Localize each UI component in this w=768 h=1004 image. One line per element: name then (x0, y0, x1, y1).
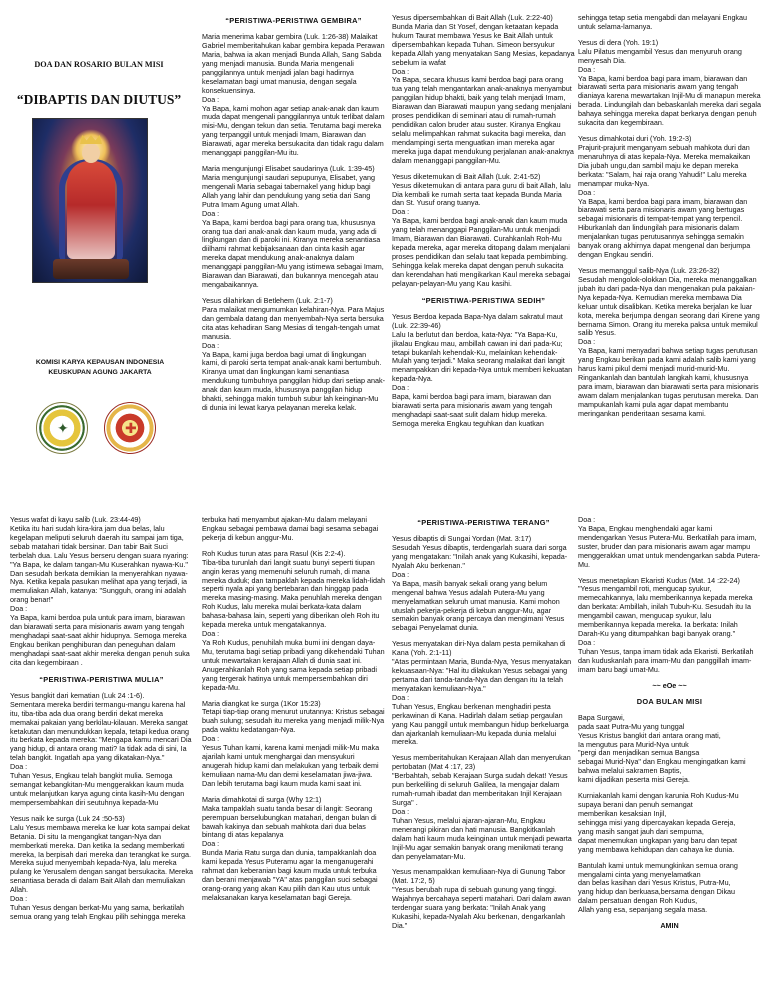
glorious-heading: “PERISTIWA-PERISTIWA MULIA” (39, 674, 164, 684)
paragraph: Maria menerima kabar gembira (Luk. 1:26-38) Malaikat Gabriel memberitahukan kabar gembira kepada Perawan Maria, bahwa ia akan menjadi Bunda Allah, Sang Sabda yang menjadi manusia. Bunda Maria mengenali panggilannya untuk menjadi jalan bagi hadirnya keselamatan bagi umat manusia, dengan segala konsekuensinya. Doa : Ya Bapa, kami mohon agar setiap anak-anak dan kaum muda dapat mengenali panggilannya untuk terlibat dalam misi-Mu, dengan tekun dan setia. Terutama bagi mereka yang terpanggil untuk menjadi Imam, Biarawan dan Biarawati, agar mereka bersukacita dan tidak ragu dalam menanggapi panggilan-Mu itu. (202, 32, 385, 158)
crown-shape (80, 135, 102, 144)
paragraph: Yesus menyatakan diri-Nya dalam pesta pernikahan di Kana (Yoh. 2:1-11) "Atas permintaan Maria, Bunda-Nya, Yesus menyatakan kekuasaan-Nya: "Hal itu dilakukan Yesus sebagai yang pertama dari tanda-tanda-Nya dan dengan itu Ia telah menyatakan kemuliaan-Nya." Doa : Tuhan Yesus, Engkau berkenan menghadiri pesta perkawinan di Kana. Hadirlah dalam setiap pergaulan yang Kau panggil untuk membangun hidup berkeluarga dan ajarkanlah kemuliaan-Mu kepada dunia melalui mereka. (392, 639, 572, 747)
paragraph: Yesus wafat di kayu salib (Luk. 23:44-49) Ketika itu hari sudah kira-kira jam dua belas, lalu kegelapan meliputi seluruh daerah itu sampai jam tiga, sebab matahari tidak bersinar. Dan tabir Bait Suci terbelah dua. Lalu Yesus berseru dengan suara nyaring: "Ya Bapa, ke dalam tangan-Mu Kuserahkan nyawa-Ku." Dan sesudah berkata demikian Ia menyerahkan nyawa-Nya. Ketika kepala pasukan melihat apa yang terjadi, ia memuliakan Allah, katanya: "Sungguh, orang ini adalah orang benar!" Doa : Ya Bapa, kami berdoa pula untuk para imam, biarawan dan biarawati serta para misionaris awam yang tengah menghadapi saat-saat akhir hidupnya. Semoga mereka Engkau berikan penghiburan dan peneguhan dalam menghadapi saat-saat akhir mereka dengan penuh suka cita dan kegembiraan . (10, 516, 190, 667)
paragraph: Yesus bangkit dari kematian (Luk 24 :1-6). Sementara mereka berdiri termangu-mangu karena hal itu, tiba-tiba ada dua orang berdiri dekat mereka memakai pakaian yang berkilau-kilauan. Mereka sangat ketakutan dan menundukkan kepala, tetapi kedua orang itu berkata kepada mereka: "Mengapa kamu mencari Dia yang hidup, di antara orang mati? Ia tidak ada di sini, Ia telah bangkit. Ingatlah apa yang dikatakan-Nya." Doa : Tuhan Yesus, Engkau telah bangkit mulia. Semoga semangat kebangkitan-Mu menggerakkan kaum muda untuk melanjutkan karya agung cinta kasih-Mu dengan mempersembahkan diri seutuhnya kepada-Mu (10, 690, 192, 807)
kaj-logo-icon (104, 402, 156, 454)
pedestal-shape (53, 259, 129, 279)
luminous-heading: “PERISTIWA-PERISTIWA TERANG” (417, 518, 550, 527)
sorrowful-heading: “PERISTIWA-PERISTIWA SEDIH” (421, 295, 546, 305)
paragraph: Doa : Ya Bapa, Engkau menghendaki agar kami mendengarkan Yesus Putera-Mu. Berkatilah para imam, suster, bruder dan para misionaris awam agar mampu menggerakkan umat untuk mendengarkan sabda Putera-Mu. (578, 516, 761, 569)
paragraph: Yesus memanggul salib-Nya (Luk. 23:26-32) Sesudah mengolok-olokkan Dia, mereka menanggalkan jubah itu dari pada-Nya dan mengenakan pula pakaian-Nya kepada-Nya. Kemudian mereka membawa Dia keluar untuk disalibkan. Ketika mereka berjalan ke luar kota, mereka berjumpa dengan seorang dari Kirene yang bernama Simon. Orang itu mereka paksa untuk memikul salib Yesus. Doa : Ya Bapa, kami menyadari bahwa setiap tugas perutusan yang Engkau berikan pada kami adalah salib kami yang harus kami pikul demi menjadi murid-murid-Mu. Ringankanlah dan bantulah langkah kami, khususnya para imam, biarawan dan biarawati serta para misionaris awam dalam menjalankan tugas perutusan mereka. Dan mampukanlah kami pula agar dapat membantu meringankan penderitaan sesama kami. (578, 265, 760, 418)
cover-title: “DIBAPTIS DAN DIUTUS” (16, 92, 182, 107)
cross-icon: ✚ (125, 420, 137, 436)
cover-line1: DOA DAN ROSARIO BULAN MISI (34, 60, 164, 69)
paragraph: terbuka hati menyambut ajakan-Mu dalam melayani Engkau sebagai pembawa damai bagi sesama sebagai pekerja di kebun anggur-Mu. (202, 516, 379, 542)
column-2-bottom (202, 516, 385, 910)
prayer-heading: DOA BULAN MISI (636, 696, 703, 706)
robe-shape (67, 161, 115, 259)
paragraph: Yesus Berdoa kepada Bapa-Nya dalam sakratul maut (Luk. 22:39-46) Lalu Ia berlutut dan berdoa, kata-Nya: "Ya Bapa-Ku, jikalau Engkau mau, ambillah cawan ini dari pada-Ku; tetapi bukanlah kehendak-Ku, melainkan kehendak-Mulah yang terjadi." Maka seorang malaikat dari langit menampakkan diri kepada-Nya untuk memberi kekuatan kepada-Nya. Doa : Bapa, kami berdoa bagi para imam, biarawan dan biarawati serta para misionaris awam yang tengah menghadapi saat-saat sulit dalam hidup mereka. Semoga mereka Engkau teguhkan dan kuatkan (392, 311, 573, 428)
star-icon: ✦ (57, 420, 69, 436)
column-joyful (202, 14, 385, 420)
column-3-top (392, 14, 575, 436)
prayer-stanza: Kurniakanlah kami dengan karunia Roh Kudus-Mu supaya berani dan penuh semangat memberikan kesaksian Injil, sehingga misi yang dipercayakan kepada Gereja, yang masih sangat jauh dari sempurna, dapat menemukan ungkapan yang baru dan tepat yang membawa kehidupan dan cahaya ke dunia. (578, 791, 739, 854)
org-line2: KEUSKUPAN AGUNG JAKARTA (48, 368, 152, 376)
joyful-heading: “PERISTIWA-PERISTIWA GEMBIRA” (225, 16, 362, 25)
bottom-page (0, 502, 768, 1004)
paragraph: Yesus dilahirkan di Betlehem (Luk. 2:1-7) Para malaikat mengumumkan kelahiran-Nya. Para Majus dan gembala datang dan menyembah-Nya serta bersuka cita atas kehadiran Sang Mesias di tengah-tengah umat manusia. Doa : Ya Bapa, kami juga berdoa bagi umat di lingkungan kami, di paroki serta tempat anak-anak kami bertumbuh. Kiranya umat dan lingkungan kami senantiasa mendukung tumbuhnya panggilan hidup dari setiap anak-anak dan kaum muda, khususnya panggilan hidup bhakti, sehingga makin tumbuh subur lah keinginan-Mu di dunia ini lewat karya pelayanan mereka kelak. (202, 295, 385, 413)
face-shape (82, 143, 100, 163)
divider-ornament: ~~ eOe ~~ (652, 680, 687, 690)
prayer-stanza: Bantulah kami untuk memungkinkan semua orang mengalami cinta yang menyelamatkan dan belas kasihan dari Yesus Kristus, Putra-Mu, yang hidup dan berkuasa,bersama dengan Dikau dalam persatuan dengan Roh Kudus, Allah yang esa, sepanjang segala masa. (578, 860, 738, 915)
paragraph: Yesus naik ke surga (Luk 24 :50-53) Lalu Yesus membawa mereka ke luar kota sampai dekat Betania. Di situ Ia mengangkat tangan-Nya dan memberkati mereka. Dan ketika Ia sedang memberkati mereka, Ia berpisah dari mereka dan terangkat ke surga. Mereka sujud menyembah kepada-Nya, lalu mereka pulang ke Yerusalem dengan sangat bersukacita. Mereka senantiasa berada di dalam Bait Allah dan memuliakan Allah. Doa : Tuhan Yesus dengan berkat-Mu yang sama, berkatilah semua orang yang telah Engkau pilih sehingga mereka (10, 813, 193, 921)
column-4-top (578, 14, 761, 426)
paragraph: Roh Kudus turun atas para Rasul (Kis 2:2-4). Tiba-tiba turunlah dari langit suatu bunyi seperti tiupan angin keras yang memenuhi seluruh rumah, di mana mereka duduk; dan tampaklah kepada mereka lidah-lidah seperti nyala api yang bertebaran dan hinggap pada mereka masing-masing. Maka penuhlah mereka dengan Roh Kudus, lalu mereka mulai berkata-kata dalam bahasa-bahasa lain, seperti yang diberikan oleh Roh itu kepada mereka untuk mengatakannya. Doa : Ya Roh Kudus, penuhilah muka bumi ini dengan daya-Mu, terutama bagi setiap pribadi yang dikehendaki Tuhan untuk mewartakan kerajaan Allah di dunia saat ini. Anugerahkanlah Roh yang sama kepada setiap pribadi yang tergerak hatinya untuk mempersembahkan diri kepada-Mu. (202, 548, 385, 692)
paragraph: Yesus memberitahukan Kerajaan Allah dan menyerukan pertobatan (Mat 4 :17, 23) "Berbahtah, sebab Kerajaan Surga sudah dekat! Yesus pun berkeliling di seluruh Galilea, Ia mengajar dalam rumah-rumah ibadat dan memberitakan Injil Kerajaan Surga" . Doa : Tuhan Yesus, melalui ajaran-ajaran-Mu, Engkau menerangi pikiran dan hati manusia. Bangkitkanlah dalam hati kaum muda keinginan untuk menjadi pewarta Injil-Mu agar semakin banyak orang menikmati terang dan penyelamatan-Mu. (392, 753, 572, 861)
paragraph: Maria dimahkotai di surga (Why 12:1) Maka tampaklah suatu tanda besar di langit: Seorang perempuan berselubungkan matahari, dengan bulan di bawah kakinya dan sebuah mahkota dari dua belas bintang di atas kepalanya Doa : Bunda Maria Ratu surga dan dunia, tampakkanlah doa kami kepada Yesus Puteramu agar Ia menganugerahi rahmat dan keberanian bagi kaum muda untuk terbuka dan berani menjawab "YA" atas panggilan suci sebagai orang-orang yang akan Kau pilih dan Kau utus untuk melaksanakan karya keselamatan bagi Gereja. (202, 794, 378, 902)
org-line1: KOMISI KARYA KEPAUSAN INDONESIA (35, 359, 165, 366)
paragraph: Yesus dimahkotai duri (Yoh. 19:2-3) Prajurit-prajurit menganyam sebuah mahkota duri dan menaruhnya di atas kepala-Nya. Mereka memakaikan Dia jubah ungu,dan sambil maju ke depan mereka berkata: "Salam, hai raja orang Yahudi!" Lalu mereka menampar muka-Nya. Doa : Ya Bapa, kami berdoa bagi para imam, biarawan dan biarawati serta para misionaris awam yang bertugas sebagai misionaris di tempat-tempat yang terpencil. Hiburkanlah dan lindungilah para misionaris dalam menjalankan tugas perutusannya sehingga semakin banyak orang akhirnya dapat mengenal dan berjumpa dengan Engkau sendiri. (578, 134, 751, 260)
prayer-stanza: Bapa Surgawi, pada saat Putra-Mu yang tunggal Yesus Kristus bangkit dari antara orang mati, Ia mengutus para Murid-Nya untuk "pergi dan menjadikan semua Bangsa sebagai Murid-Nya" dan Engkau mengingatkan kami bahwa melalui sakramen Baptis, kami dijadikan peserta misi Gereja. (578, 712, 746, 785)
column-luminous (392, 516, 575, 938)
paragraph: Yesus diketemukan di Bait Allah (Luk. 2:41-52) Yesus diketemukan di antara para guru di bait Allah, lalu Dia kembali ke rumah serta taat kepada Bunda Maria dan St. Yusuf orang tuanya. Doa : Ya Bapa, kami berdoa bagi anak-anak dan kaum muda yang telah menanggapi Panggilan-Mu untuk menjadi Imam, Biarawan dan Biarawati. Curahkanlah Roh-Mu kepada mereka, agar mereka ditopang dalam menjalani proses pendidikan dan selalu taat kepada pembimbing. Sehingga kelak mereka dapat dengan penuh sukacita dan kerendahan hati mengikarkan Kaul mereka sebagai pelayan-pelayan-Mu yang Kau kasihi. (392, 171, 571, 288)
kki-logo-icon (36, 402, 88, 454)
amen-text: AMIN (660, 921, 679, 931)
virgin-mary-image (32, 118, 148, 283)
paragraph: Maria diangkat ke surga (1Kor 15:23) Tetapi tiap-tiap orang menurut urutannya: Kristus sebagai buah sulung; sesudah itu mereka yang menjadi milik-Nya pada waktu kedatangan-Nya. Doa : Yesus Tuhan kami, karena kami menjadi milik-Mu maka ajarilah kami untuk menghargai dan mensyukuri anugerah hidup kami dan melakukan yang terbaik demi kemuliaan nama-Mu dan demi keselamatan jiwa-jiwa. Dan lebih terutama bagi kaum muda kami saat ini. (202, 698, 385, 788)
paragraph: Maria mengunjungi Elisabet saudarinya (Luk. 1:39-45) Maria mengunjungi saudari sepupunya, Elisabet, yang mengenali Maria sebagai tabernakel yang hidup bagi Allah yang lahir dan pendukung yang setia dari Sang Putra Imam Agung umat Allah. Doa : Ya Bapa, kami berdoa bagi para orang tua, khususnya orang tua dari anak-anak dan kaum muda, yang ada di lingkungan dan di paroki ini. Kiranya mereka senantiasa diilhami rahmat kebijaksanaan dan cinta kasih agar mereka dapat mendukung anak-anaknya dalam menanggapi panggilan-Mu yang istimewa sebagai Imam, Biarawan dan Biarawati, dan bukannya mencegah atau mengabaikannya. (202, 164, 384, 290)
paragraph: Yesus menampakkan kemuliaan-Nya di Gunung Tabor (Mat. 17:2, 5) "Yesus berubah rupa di sebuah gunung yang tinggi. Wajahnya bercahaya seperti matahari. Dari dalam awan terdengar suara yang berkata: "Inilah Anak yang Kukasihi, kepada-Nyalah Aku berkenan, dengarkanlah Dia." (392, 867, 571, 930)
paragraph: sehingga tetap setia mengabdi dan melayani Engkau untuk selama-lamanya. (578, 14, 748, 31)
column-1-bottom (10, 516, 193, 929)
paragraph: Yesus menetapkan Ekaristi Kudus (Mat. 14 :22-24) "Yesus mengambil roti, mengucap syukur, memecahkannya, lalu memberikannya kepada mereka dan berkata: Ambillah, inilah Tubuh-Ku. Sesudah itu Ia mengambil cawan, mengucap syukur, lalu memberikannya kepada mereka. Ia berkata: Inilah Darah-Ku yang ditumpahkan bagi banyak orang." Doa : Tuhan Yesus, tanpa imam tidak ada Ekaristi. Berkatilah dan kuduskanlah para imam-Mu dan panggillah imam-imam baru bagi umat-Mu. (578, 575, 754, 674)
column-4-bottom (578, 516, 761, 931)
paragraph: Yesus di dera (Yoh. 19:1) Lalu Pilatus mengambil Yesus dan menyuruh orang menyesah Dia. Doa : Ya Bapa, kami berdoa bagi para imam, biarawan dan biarawati serta para misionaris awam yang tengah dianiaya karena mewartakan Injil-Mu di manapun mereka berada. Lindungilah dan bebaskanlah mereka dari segala bahaya sehingga mereka dapat berkarya dengan penuh sukacita dan kegembiraan. (578, 37, 761, 128)
paragraph: Yesus dipersembahkan di Bait Allah (Luk. 2:22-40) Bunda Maria dan St Yosef, dengan ketaatan kepada hukum Taurat membawa Yesus ke Bait Allah untuk dipersembahkan kepada Tuhan. Simeon bersyukur kepada Allah yang menyatakan Sang Mesias, kepadanya sebelum ia wafat Doa : Ya Bapa, secara khusus kami berdoa bagi para orang tua yang telah mengantarkan anak-anaknya menyambut panggilan hidup bhakti, baik yang telah menjadi Imam, Biarawan dan Biarawati maupun yang sedang menjalani proses pendidikan di seminari atau di rumah-rumah pendidikan calon bruder atau suster. Kiranya Engkau selalu melimpahkan rahmat sukacita bagi mereka, dan mendampingi serta menguatkan iman mereka agar mereka juga dapat mendukung perjalanan anak-anaknya dalam menanggapi panggilan-Mu. (392, 14, 575, 165)
organization (16, 358, 184, 378)
paragraph: Yesus dibaptis di Sungai Yordan (Mat. 3:17) Sesudah Yesus dibaptis, terdengarlah suara dari sorga yang mengatakan: "Inilah anak yang Kukasihi, kepada-Nyalah Aku berkenan." Doa : Ya Bapa, masih banyak sekali orang yang belum mengenal bahwa Yesus adalah Putera-Mu yang menyelamatkan seluruh umat manusia. Kami mohon utuslah pekerja-pekerja di kebun anggur-Mu, agar semakin banyak orang percaya dan mengimani Yesus sebagai Penyelamat dunia. (392, 534, 568, 633)
